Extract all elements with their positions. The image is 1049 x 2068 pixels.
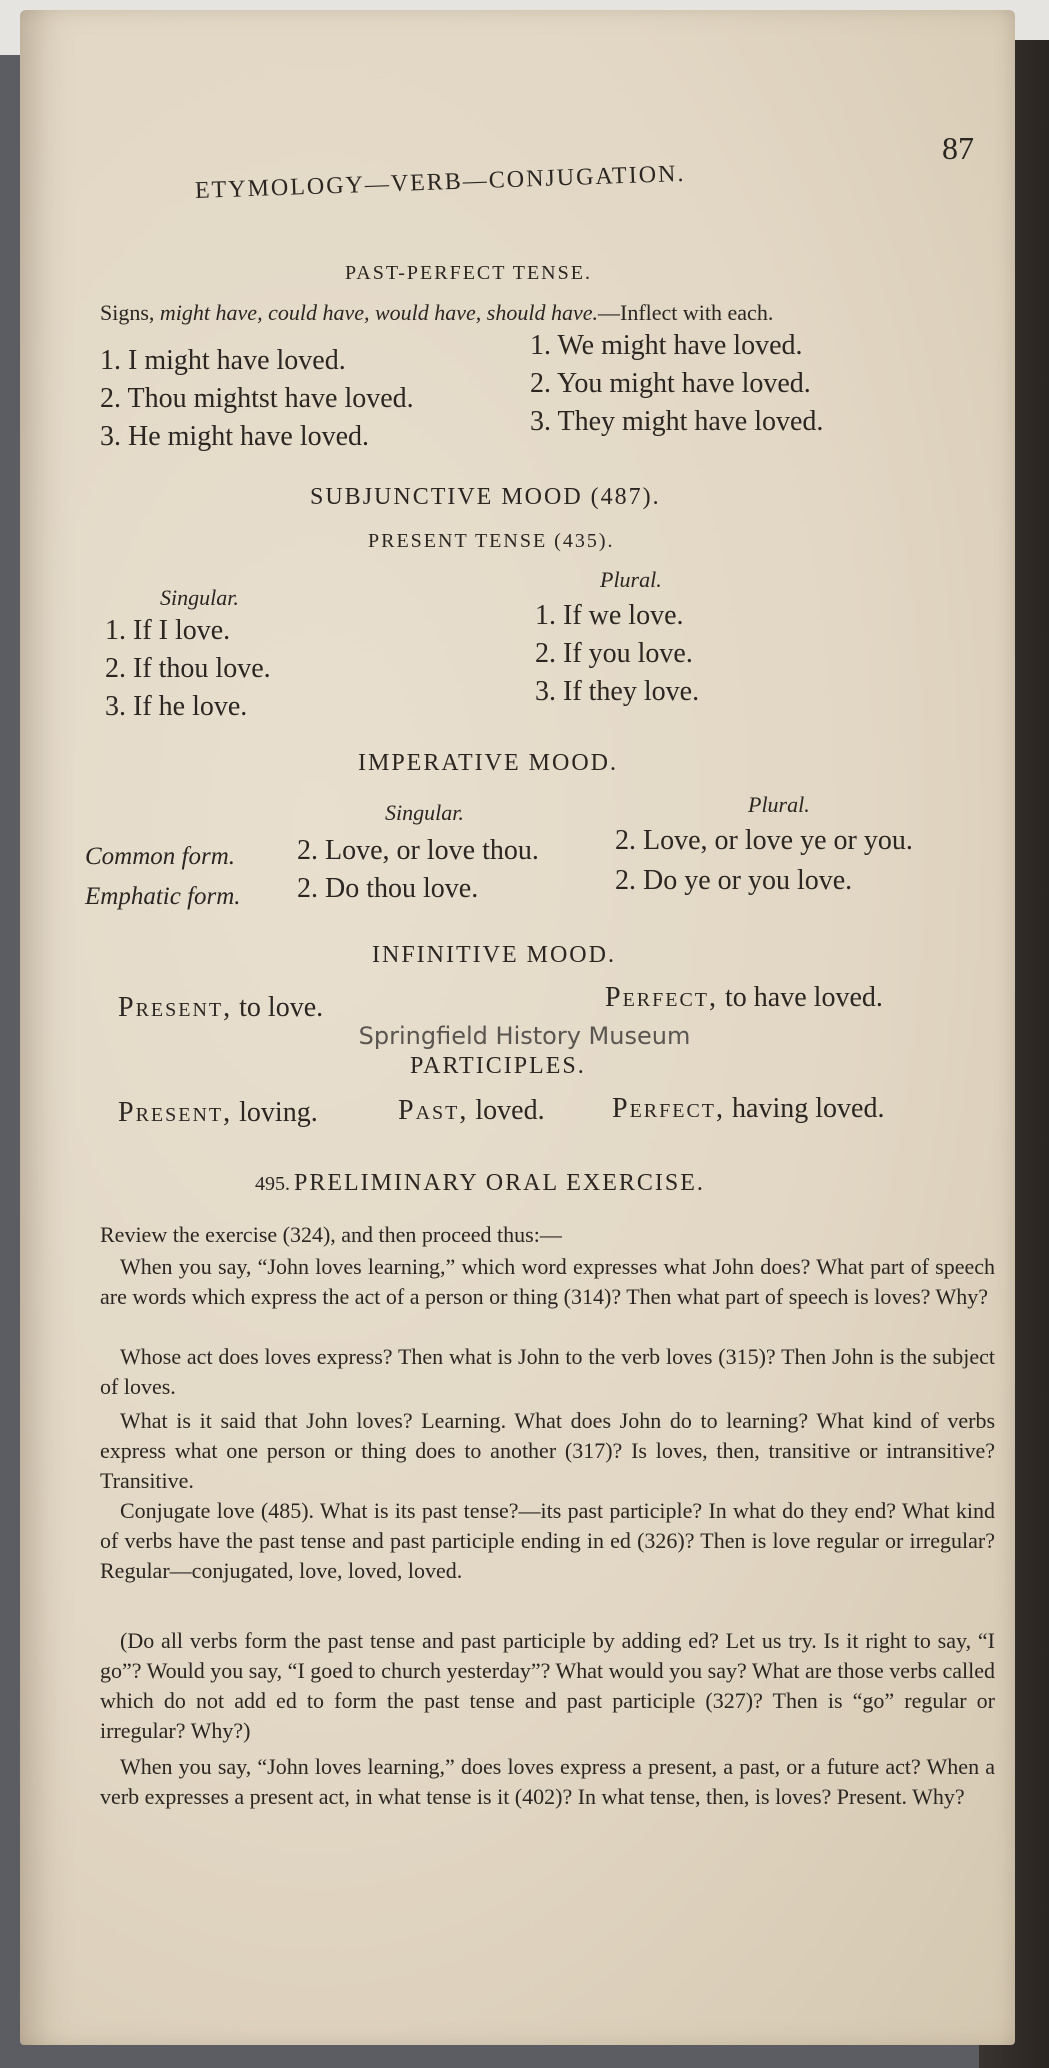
- participles-heading: PARTICIPLES.: [410, 1053, 586, 1079]
- emphatic-form-label: Emphatic form.: [85, 883, 241, 910]
- page-number: 87: [942, 130, 974, 166]
- past-perfect-singular-3: 3. He might have loved.: [100, 421, 370, 452]
- past-perfect-singular-2: 2. Thou mightst have loved.: [100, 383, 414, 414]
- subjunctive-present-heading: PRESENT TENSE (435).: [368, 530, 615, 552]
- subjunctive-heading: SUBJUNCTIVE MOOD (487).: [310, 484, 661, 510]
- subjunctive-singular-3: 3. If he love.: [105, 691, 248, 722]
- exercise-heading: PRELIMINARY ORAL EXERCISE.: [294, 1170, 705, 1196]
- watermark: Springfield History Museum: [358, 1022, 691, 1050]
- infinitive-heading: INFINITIVE MOOD.: [372, 942, 616, 968]
- exercise-paragraph-1: Review the exercise (324), and then proceed thus:—: [100, 1222, 562, 1247]
- imperative-emphatic-plural: 2. Do ye or you love.: [615, 865, 853, 896]
- signs-tail: —Inflect with each.: [598, 300, 774, 325]
- subjunctive-singular-label: Singular.: [160, 585, 239, 610]
- imperative-common-plural: 2. Love, or love ye or you.: [615, 825, 913, 856]
- participle-perfect-value: having loved.: [732, 1093, 885, 1124]
- subjunctive-plural-1: 1. If we love.: [535, 600, 684, 631]
- participle-perfect: [612, 1093, 884, 1125]
- subjunctive-plural-2: 2. If you love.: [535, 638, 693, 669]
- past-perfect-singular-1: 1. I might have loved.: [100, 345, 346, 376]
- past-perfect-plural-3: 3. They might have loved.: [530, 406, 824, 437]
- subjunctive-plural-3: 3. If they love.: [535, 676, 700, 707]
- past-perfect-plural-1: 1. We might have loved.: [530, 330, 803, 361]
- past-perfect-heading: PAST-PERFECT TENSE.: [345, 262, 592, 284]
- infinitive-perfect-label: Perfect,: [605, 982, 719, 1013]
- subjunctive-singular-2: 2. If thou love.: [105, 653, 271, 684]
- imperative-emphatic-singular: 2. Do thou love.: [297, 873, 479, 904]
- signs-list: might have, could have, would have, should have.: [159, 300, 598, 325]
- participle-perfect-label: Perfect,: [612, 1093, 726, 1124]
- past-perfect-plural-2: 2. You might have loved.: [530, 368, 811, 399]
- participle-past-label: Past,: [398, 1095, 469, 1126]
- exercise-paragraph-3: Whose act does loves express? Then what is John to the verb loves (315)? Then John is the subject of loves.: [100, 1344, 995, 1399]
- infinitive-present: [118, 992, 323, 1024]
- subjunctive-singular-1: 1. If I love.: [105, 615, 231, 646]
- imperative-plural-label: Plural.: [748, 792, 810, 817]
- participle-past-value: loved.: [475, 1095, 545, 1126]
- imperative-heading: IMPERATIVE MOOD.: [358, 750, 618, 776]
- signs-line: [100, 300, 773, 326]
- exercise-paragraph-4: What is it said that John loves? Learning. What does John do to learning? What kind of verbs express what one person or thing does to another (317)? Is loves, then, transitive or intransitive? Transitive.: [100, 1408, 995, 1493]
- common-form-label: Common form.: [85, 843, 236, 870]
- participle-present-label: Present,: [118, 1097, 233, 1128]
- exercise-heading-line: [255, 1170, 705, 1197]
- participle-present-value: loving.: [239, 1097, 318, 1128]
- infinitive-perfect: [605, 982, 883, 1014]
- exercise-paragraph-6: (Do all verbs form the past tense and past participle by adding ed? Let us try. Is it right to say, “I go”? Would you say, “I goed to church yesterday”? What would you say? What are those verbs called which do not add ed to form the past tense and past participle (327)? Then is “go” regular or irregular? Why?): [100, 1628, 995, 1743]
- imperative-common-singular: 2. Love, or love thou.: [297, 835, 539, 866]
- running-header: ETYMOLOGY—VERB—CONJUGATION.: [194, 160, 686, 204]
- imperative-singular-label: Singular.: [385, 800, 464, 825]
- participle-past: [398, 1095, 545, 1127]
- exercise-paragraph-5: Conjugate love (485). What is its past tense?—its past participle? In what do they end? What kind of verbs have the past tense and past participle ending in ed (326)? Then is love regular or irregular? Regular—conjugated, love, loved, loved.: [100, 1498, 995, 1583]
- subjunctive-plural-label: Plural.: [600, 567, 662, 592]
- participle-present: [118, 1097, 318, 1129]
- infinitive-perfect-value: to have loved.: [725, 982, 883, 1013]
- exercise-number: 495.: [255, 1173, 290, 1195]
- exercise-paragraph-2: When you say, “John loves learning,” which word expresses what John does? What part of speech are words which express the act of a person or thing (314)? Then what part of speech is loves? Why?: [100, 1254, 995, 1309]
- signs-label: Signs,: [100, 300, 155, 325]
- infinitive-present-label: Present,: [118, 992, 233, 1023]
- exercise-paragraph-7: When you say, “John loves learning,” does loves express a present, a past, or a future act? When a verb expresses a present act, in what tense is it (402)? In what tense, then, is loves? Present. Why?: [100, 1754, 995, 1809]
- infinitive-present-value: to love.: [239, 992, 324, 1023]
